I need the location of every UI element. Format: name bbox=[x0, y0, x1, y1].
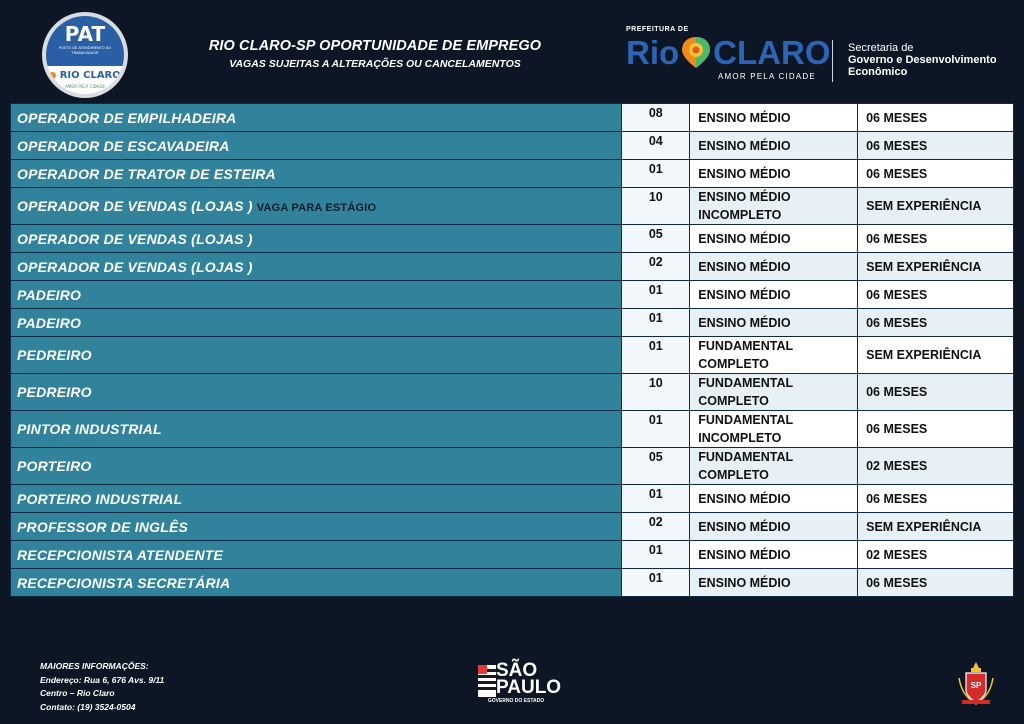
job-title-cell bbox=[11, 541, 622, 569]
education-cell: ENSINO MÉDIO bbox=[690, 485, 858, 513]
job-title: PADEIRO bbox=[17, 286, 82, 303]
jobs-table bbox=[10, 103, 1014, 597]
experience-cell: SEM EXPERIÊNCIA bbox=[858, 253, 1014, 281]
experience-cell: SEM EXPERIÊNCIA bbox=[858, 337, 1014, 374]
jobs-table-body bbox=[11, 104, 1014, 597]
experience-cell: SEM EXPERIÊNCIA bbox=[858, 513, 1014, 541]
experience-cell: 02 MESES bbox=[858, 448, 1014, 485]
pat-subtitle: POSTO DE ATENDIMENTO AO TRABALHADOR bbox=[58, 46, 112, 55]
experience-cell: 06 MESES bbox=[858, 411, 1014, 448]
vacancies-cell: 08 bbox=[622, 104, 690, 132]
education-cell: FUNDAMENTAL COMPLETO bbox=[690, 448, 858, 485]
job-title: OPERADOR DE VENDAS (LOJAS ) bbox=[17, 258, 253, 275]
education-cell: ENSINO MÉDIO bbox=[690, 132, 858, 160]
table-row bbox=[11, 309, 1014, 337]
job-title: OPERADOR DE VENDAS (LOJAS ) bbox=[17, 198, 253, 214]
experience-cell: 06 MESES bbox=[858, 104, 1014, 132]
secretaria-line1: Secretaria de bbox=[848, 42, 914, 54]
table-row bbox=[11, 513, 1014, 541]
pat-logo-top bbox=[46, 16, 124, 66]
experience-cell: 06 MESES bbox=[858, 160, 1014, 188]
job-title: RECEPCIONISTA SECRETÁRIA bbox=[17, 574, 231, 591]
job-title: PADEIRO bbox=[17, 314, 82, 331]
table-row bbox=[11, 485, 1014, 513]
experience-cell: 06 MESES bbox=[858, 374, 1014, 411]
vacancies-cell: 01 bbox=[622, 485, 690, 513]
table-row bbox=[11, 188, 1014, 225]
logo-divider bbox=[832, 40, 833, 82]
vacancies-cell: 01 bbox=[622, 411, 690, 448]
experience-cell: 06 MESES bbox=[858, 485, 1014, 513]
table-row bbox=[11, 132, 1014, 160]
experience-cell: 02 MESES bbox=[858, 541, 1014, 569]
job-title: PEDREIRO bbox=[17, 347, 92, 363]
job-title-cell bbox=[11, 485, 622, 513]
secretaria-line3: Econômico bbox=[848, 66, 908, 78]
job-title-cell bbox=[11, 132, 622, 160]
experience-cell: 06 MESES bbox=[858, 281, 1014, 309]
job-title-cell bbox=[11, 448, 622, 485]
vacancies-cell: 01 bbox=[622, 541, 690, 569]
rio-claro-logo-tagline: AMOR PELA CIDADE bbox=[718, 72, 816, 81]
rio-claro-logo-name bbox=[626, 34, 831, 72]
job-title-cell bbox=[11, 337, 622, 374]
education-cell: ENSINO MÉDIO INCOMPLETO bbox=[690, 188, 858, 225]
vacancies-cell: 01 bbox=[622, 569, 690, 597]
location-pin-icon bbox=[679, 35, 713, 69]
job-title-cell bbox=[11, 374, 622, 411]
education-cell: ENSINO MÉDIO bbox=[690, 541, 858, 569]
job-title: PORTEIRO INDUSTRIAL bbox=[17, 490, 183, 507]
vacancies-cell: 04 bbox=[622, 132, 690, 160]
vacancies-cell: 01 bbox=[622, 309, 690, 337]
contact-phone: Contato: (19) 3524-0504 bbox=[40, 701, 136, 712]
table-row bbox=[11, 541, 1014, 569]
job-title: RECEPCIONISTA ATENDENTE bbox=[17, 546, 224, 563]
pat-acronym: PAT bbox=[64, 22, 106, 46]
table-row bbox=[11, 225, 1014, 253]
education-cell: ENSINO MÉDIO bbox=[690, 569, 858, 597]
job-title-cell bbox=[11, 411, 622, 448]
table-row bbox=[11, 448, 1014, 485]
pat-city bbox=[46, 70, 124, 81]
vacancies-cell: 01 bbox=[622, 337, 690, 374]
contact-district: Centro – Rio Claro bbox=[40, 688, 115, 698]
job-title: OPERADOR DE EMPILHADEIRA bbox=[17, 109, 237, 126]
job-title: OPERADOR DE TRATOR DE ESTEIRA bbox=[17, 165, 276, 182]
location-pin-icon bbox=[49, 72, 56, 79]
education-cell: ENSINO MÉDIO bbox=[690, 160, 858, 188]
job-title-cell bbox=[11, 188, 622, 225]
experience-cell: 06 MESES bbox=[858, 132, 1014, 160]
pat-city-name: RIO CLARO bbox=[59, 70, 121, 81]
table-row bbox=[11, 374, 1014, 411]
education-cell: FUNDAMENTAL INCOMPLETO bbox=[690, 411, 858, 448]
table-row bbox=[11, 281, 1014, 309]
job-title: OPERADOR DE ESCAVADEIRA bbox=[17, 137, 230, 154]
education-cell: ENSINO MÉDIO bbox=[690, 309, 858, 337]
table-row bbox=[11, 253, 1014, 281]
sp-logo-text bbox=[496, 662, 561, 696]
coat-of-arms-icon bbox=[956, 660, 996, 706]
page-title: RIO CLARO-SP OPORTUNIDADE DE EMPREGO bbox=[208, 38, 542, 54]
job-title: PINTOR INDUSTRIAL bbox=[17, 421, 162, 437]
table-row bbox=[11, 104, 1014, 132]
experience-cell: 06 MESES bbox=[858, 569, 1014, 597]
job-title-cell bbox=[11, 281, 622, 309]
table-row bbox=[11, 337, 1014, 374]
job-title: PEDREIRO bbox=[17, 384, 92, 400]
sao-paulo-state-logo bbox=[478, 660, 562, 708]
secretaria-label bbox=[848, 42, 997, 78]
page-subtitle: VAGAS SUJEITAS A ALTERAÇÕES OU CANCELAMENTOS bbox=[229, 58, 521, 70]
pat-tagline: AMOR PELA CIDADE bbox=[65, 84, 105, 89]
vacancies-cell: 10 bbox=[622, 374, 690, 411]
vacancies-cell: 05 bbox=[622, 225, 690, 253]
experience-cell: SEM EXPERIÊNCIA bbox=[858, 188, 1014, 225]
pat-logo bbox=[42, 12, 128, 98]
sp-logo-caption: GOVERNO DO ESTADO bbox=[487, 698, 545, 704]
vacancies-cell: 01 bbox=[622, 281, 690, 309]
table-row bbox=[11, 569, 1014, 597]
secretaria-line2: Governo e Desenvolvimento bbox=[848, 54, 997, 66]
contact-info bbox=[40, 660, 164, 714]
vacancies-cell: 05 bbox=[622, 448, 690, 485]
table-row bbox=[11, 411, 1014, 448]
job-title-cell bbox=[11, 225, 622, 253]
rio-claro-logo-part2: CLARO bbox=[713, 34, 831, 71]
vacancies-cell: 02 bbox=[622, 253, 690, 281]
sp-flag-icon bbox=[478, 665, 496, 697]
education-cell: ENSINO MÉDIO bbox=[690, 104, 858, 132]
vacancies-cell: 02 bbox=[622, 513, 690, 541]
rio-claro-logo-part1: Rio bbox=[626, 34, 680, 71]
job-title: PORTEIRO bbox=[17, 458, 92, 474]
experience-cell: 06 MESES bbox=[858, 309, 1014, 337]
job-title: OPERADOR DE VENDAS (LOJAS ) bbox=[17, 230, 253, 247]
job-note: VAGA PARA ESTÁGIO bbox=[256, 202, 377, 214]
vacancies-cell: 01 bbox=[622, 160, 690, 188]
vacancies-cell: 10 bbox=[622, 188, 690, 225]
education-cell: ENSINO MÉDIO bbox=[690, 253, 858, 281]
sp-logo-word2: PAULO bbox=[496, 677, 562, 698]
contact-address: Endereço: Rua 6, 676 Avs. 9/11 bbox=[40, 674, 165, 685]
contact-info-title: MAIORES INFORMAÇÕES: bbox=[40, 661, 149, 671]
education-cell: ENSINO MÉDIO bbox=[690, 513, 858, 541]
job-title: PROFESSOR DE INGLÊS bbox=[17, 518, 189, 535]
job-title-cell bbox=[11, 309, 622, 337]
education-cell: FUNDAMENTAL COMPLETO bbox=[690, 374, 858, 411]
table-row bbox=[11, 160, 1014, 188]
job-title-cell bbox=[11, 160, 622, 188]
job-title-cell bbox=[11, 253, 622, 281]
rio-claro-logo-prefix: PREFEITURA DE bbox=[626, 26, 689, 33]
job-title-cell bbox=[11, 513, 622, 541]
job-title-cell bbox=[11, 569, 622, 597]
sp-logo-word1: SÃO bbox=[496, 660, 538, 681]
rio-claro-logo bbox=[626, 26, 831, 86]
education-cell: ENSINO MÉDIO bbox=[690, 225, 858, 253]
experience-cell: 06 MESES bbox=[858, 225, 1014, 253]
education-cell: ENSINO MÉDIO bbox=[690, 281, 858, 309]
job-title-cell bbox=[11, 104, 622, 132]
education-cell: FUNDAMENTAL COMPLETO bbox=[690, 337, 858, 374]
svg-text:SP: SP bbox=[970, 681, 982, 690]
